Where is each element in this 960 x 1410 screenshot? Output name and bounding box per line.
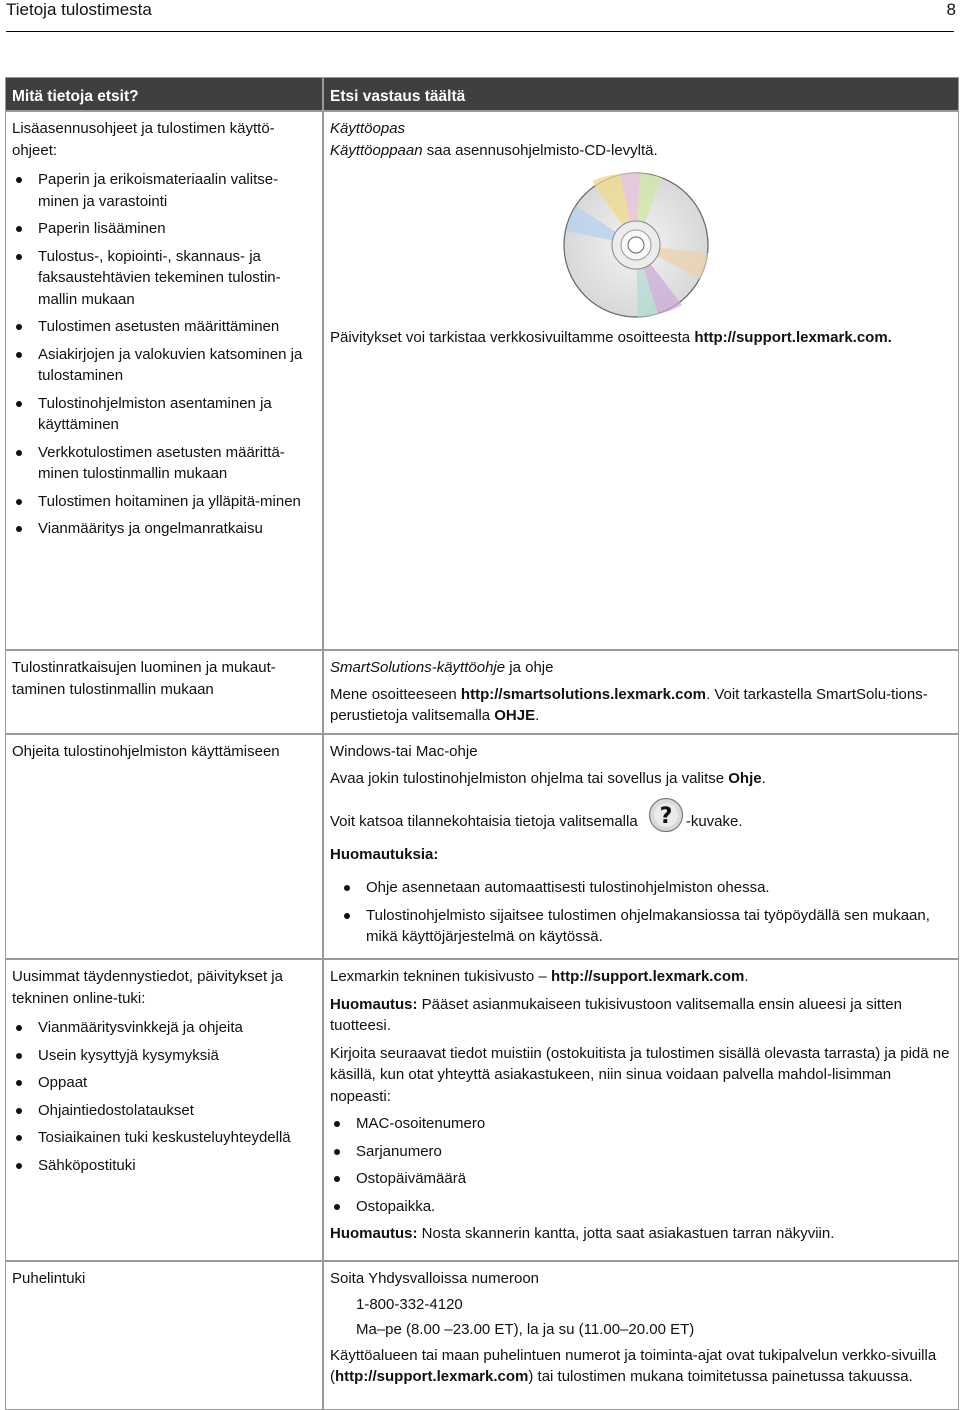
text-span: Nosta skannerin kantta, jotta saat asiakastuen tarran näkyviin. xyxy=(417,1225,835,1242)
smartsolutions-italic: SmartSolutions-käyttöohje xyxy=(330,659,506,676)
update-info xyxy=(330,327,950,349)
scanner-note xyxy=(330,1223,950,1245)
row5-right xyxy=(323,1261,959,1410)
smartsolutions-text xyxy=(330,684,950,727)
support-link[interactable]: http://support.lexmark.com xyxy=(335,1368,529,1385)
text-span: Voit katsoa tilannekohtaisia tietoja valitsemalla xyxy=(330,813,642,831)
list-item: Oppaat xyxy=(12,1072,314,1094)
list-item: Asiakirjojen ja valokuvien katsominen ja tulostaminen xyxy=(12,344,314,387)
user-guide-title: Käyttöopas xyxy=(330,120,406,137)
list-item: Sähköpostituki xyxy=(12,1155,314,1177)
row1-topic-list xyxy=(12,169,314,540)
list-item: Tosiaikainen tuki keskusteluyhteydellä xyxy=(12,1127,314,1149)
support-link[interactable]: http://support.lexmark.com. xyxy=(694,329,892,346)
smartsolutions-title xyxy=(330,657,950,679)
list-item: Paperin lisääminen xyxy=(12,218,314,240)
text-span: . xyxy=(761,769,766,787)
list-item: Ohje asennetaan automaattisesti tulostinohjelmiston ohessa. xyxy=(340,877,950,899)
header-rule xyxy=(6,31,954,32)
support-info-list xyxy=(330,1113,950,1217)
list-item: Tulostinohjelmiston asentaminen ja käyttäminen xyxy=(12,393,314,436)
info-table xyxy=(5,77,959,1385)
smartsolutions-rest: ja ohje xyxy=(505,659,554,676)
phone-info xyxy=(330,1345,950,1388)
ohje-bold: OHJE xyxy=(494,707,536,724)
list-item: Paperin ja erikoismateriaalin valitse-minen ja varastointi xyxy=(12,169,314,212)
row3-left: Ohjeita tulostinohjelmiston käyttämiseen xyxy=(5,734,323,959)
list-item: Tulostinohjelmisto sijaitsee tulostimen ohjelmakansiossa tai työpöydällä sen mukaan, mikä käyttöjärjestelmä on käytössä. xyxy=(340,905,950,948)
help-icon-text xyxy=(330,805,950,840)
row1-left xyxy=(5,111,323,650)
help-title: Windows-tai Mac-ohje xyxy=(330,743,478,760)
list-item: Tulostimen hoitaminen ja ylläpitä-minen xyxy=(12,491,314,513)
phone-hours: Ma–pe (8.00 –23.00 ET), la ja su (11.00–20.00 ET) xyxy=(356,1321,695,1338)
row2-right xyxy=(323,650,959,734)
row4-topic-list xyxy=(12,1017,314,1176)
row3-right xyxy=(323,734,959,959)
note-label: Huomautus: xyxy=(330,995,418,1013)
smartsolutions-link[interactable]: http://smartsolutions.lexmark.com xyxy=(460,685,706,703)
text-span: . xyxy=(535,707,540,724)
list-item: Vianmääritys ja ongelmanratkaisu xyxy=(12,518,314,540)
text-span: Mene osoitteeseen xyxy=(330,685,461,703)
header-title: Tietoja tulostimesta xyxy=(6,0,152,19)
text-span: . Voit tarkastella SmartSolu-tions-perustietoja valitsemalla xyxy=(330,685,928,724)
cd-disc-icon xyxy=(562,171,710,319)
row5-left: Puhelintuki xyxy=(5,1261,323,1410)
list-item: Tulostimen asetusten määrittäminen xyxy=(12,316,314,338)
support-instructions: Kirjoita seuraavat tiedot muistiin (ostokuitista ja tulostimen sisällä olevasta tarrasta) ja pidä ne käsillä, kun otat yhteyttä asiakastukeen, niin sinua voidaan palvella mahdol-lisimman nopeasti: xyxy=(330,1044,950,1105)
phone-title: Soita Yhdysvalloissa numeroon xyxy=(330,1270,540,1287)
support-note xyxy=(330,994,950,1037)
help-question-icon xyxy=(648,797,684,840)
text-span: -kuvake. xyxy=(685,813,743,831)
ohje-bold: Ohje xyxy=(728,769,762,787)
row1-right xyxy=(323,111,959,650)
notes-label: Huomautuksia: xyxy=(330,845,439,863)
user-guide-italic: Käyttöoppaan xyxy=(330,141,423,159)
row1-intro: Lisäasennusohjeet ja tulostimen käyttö-ohjeet: xyxy=(12,120,275,159)
support-link[interactable]: http://support.lexmark.com xyxy=(550,968,745,985)
list-item: Sarjanumero xyxy=(330,1141,950,1163)
svg-text:?: ? xyxy=(659,804,673,829)
note-label: Huomautus: xyxy=(330,1225,418,1242)
list-item: Ohjaintiedostolataukset xyxy=(12,1100,314,1122)
help-open-text xyxy=(330,768,950,790)
text-span: Käyttöalueen tai maan puhelintuen numerot ja toiminta-ajat ovat tukipalvelun verkko-sivuilla ( xyxy=(330,1346,937,1385)
list-item: Verkkotulostimen asetusten määrittä-minen tulostinmallin mukaan xyxy=(12,442,314,485)
list-item: Vianmääritysvinkkejä ja ohjeita xyxy=(12,1017,314,1039)
user-guide-source xyxy=(330,140,950,162)
list-item: Ostopaikka. xyxy=(330,1196,950,1218)
row4-intro: Uusimmat täydennystiedot, päivitykset ja tekninen online-tuki: xyxy=(12,968,283,1007)
text-span: Pääset asianmukaiseen tukisivustoon valitsemalla ensin alueesi ja sitten tuotteesi. xyxy=(330,995,902,1034)
text-span: Lexmarkin tekninen tukisivusto – xyxy=(330,968,551,985)
list-item: Usein kysyttyjä kysymyksiä xyxy=(12,1045,314,1067)
update-text: Päivitykset voi tarkistaa verkkosivuiltamme osoitteesta xyxy=(330,329,695,346)
row4-right xyxy=(323,959,959,1261)
notes-list xyxy=(330,877,950,948)
text-span: Avaa jokin tulostinohjelmiston ohjelma tai sovellus ja valitse xyxy=(330,769,729,787)
page-number: 8 xyxy=(946,0,956,19)
list-item: Tulostus-, kopiointi-, skannaus- ja faksaustehtävien tekeminen tulostin-mallin mukaan xyxy=(12,246,314,311)
row4-left xyxy=(5,959,323,1261)
column-header-left: Mitä tietoja etsit? xyxy=(5,77,323,111)
list-item: MAC-osoitenumero xyxy=(330,1113,950,1135)
list-item: Ostopäivämäärä xyxy=(330,1168,950,1190)
row2-left: Tulostinratkaisujen luominen ja mukaut-taminen tulostinmallin mukaan xyxy=(5,650,323,734)
support-site-title xyxy=(330,966,950,988)
page-header xyxy=(6,0,958,22)
text-span: ) tai tulostimen mukana toimitetussa painetussa takuussa. xyxy=(528,1368,913,1385)
user-guide-rest: saa asennusohjelmisto-CD-levyltä. xyxy=(422,141,658,159)
phone-number: 1-800-332-4120 xyxy=(356,1295,463,1313)
text-span: . xyxy=(744,968,749,985)
column-header-right: Etsi vastaus täältä xyxy=(323,77,959,111)
